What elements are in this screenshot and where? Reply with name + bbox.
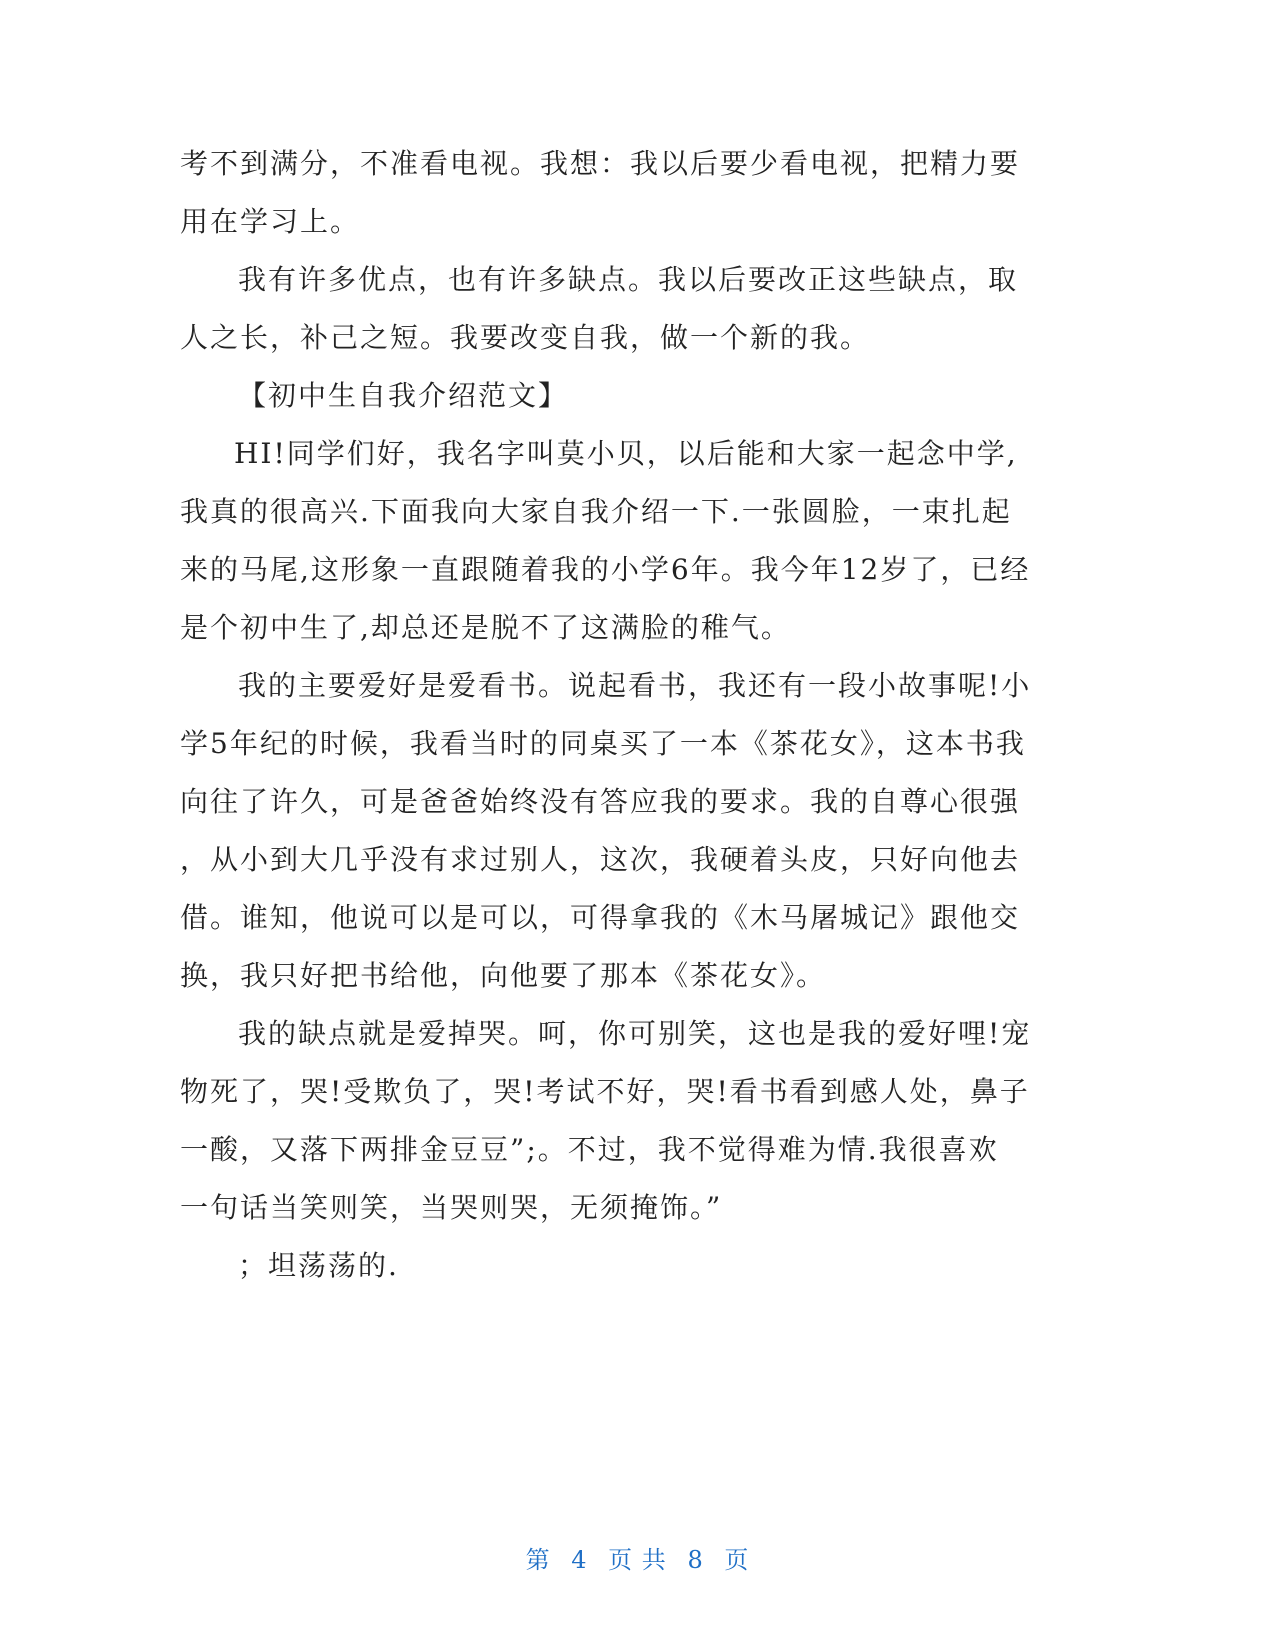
text-line: 来的马尾,这形象一直跟随着我的小学6年。我今年12岁了，已经 [180, 553, 1031, 586]
section-heading: 【初中生自我介绍范文】 [238, 379, 569, 412]
footer-prefix: 第 [525, 1546, 551, 1574]
text-line: 我的缺点就是爱掉哭。呵，你可别笑，这也是我的爱好哩!宠 [238, 1017, 1032, 1050]
text-line: 借。谁知，他说可以是可以，可得拿我的《木马屠城记》跟他交 [180, 901, 1021, 934]
text-line: ，从小到大几乎没有求过别人，这次，我硬着头皮，只好向他去 [180, 843, 1021, 876]
text-line: 我的主要爱好是爱看书。说起看书，我还有一段小故事呢!小 [238, 669, 1032, 702]
text-line: 我有许多优点，也有许多缺点。我以后要改正这些缺点，取 [238, 263, 1019, 296]
text-line: 换，我只好把书给他，向他要了那本《茶花女》。 [180, 959, 827, 992]
text-line: 人之长，补己之短。我要改变自我，做一个新的我。 [180, 321, 871, 354]
text-line: 用在学习上。 [180, 205, 361, 238]
footer-suffix: 页 [724, 1546, 750, 1574]
text-line: 学5年纪的时候，我看当时的同桌买了一本《茶花女》，这本书我 [180, 727, 1026, 760]
text-line: 我真的很高兴.下面我向大家自我介绍一下.一张圆脸，一束扎起 [180, 495, 1012, 528]
current-page-number: 4 [571, 1546, 588, 1574]
text-line: 一句话当笑则笑，当哭则哭，无须掩饰。” [180, 1191, 723, 1224]
text-line: 物死了，哭!受欺负了，哭!考试不好，哭!看书看到感人处，鼻子 [180, 1075, 1030, 1108]
text-line: 考不到满分，不准看电视。我想：我以后要少看电视，把精力要 [180, 147, 1021, 180]
text-line: 一酸，又落下两排金豆豆”;。不过，我不觉得难为情.我很喜欢 [180, 1133, 999, 1166]
text-line: HI!同学们好，我名字叫莫小贝，以后能和大家一起念中学, [234, 437, 1018, 470]
text-line: 是个初中生了,却总还是脱不了这满脸的稚气。 [180, 611, 791, 644]
page-footer [0, 1540, 1275, 1575]
text-line: 向往了许久，可是爸爸始终没有答应我的要求。我的自尊心很强 [180, 785, 1021, 818]
text-line: ；坦荡荡的. [238, 1249, 399, 1282]
footer-middle: 页 共 [608, 1546, 667, 1574]
total-page-number: 8 [687, 1546, 704, 1574]
